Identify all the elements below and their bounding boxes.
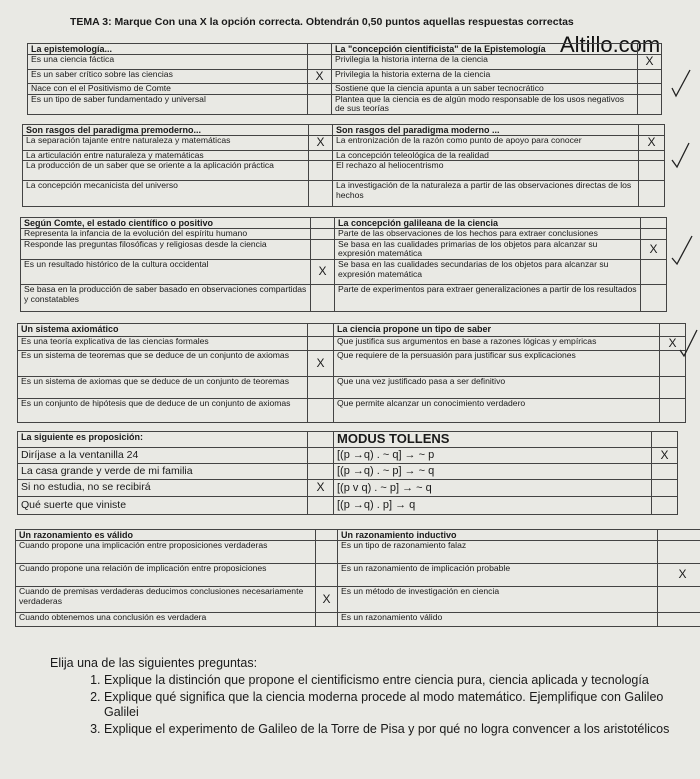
answer-box[interactable]	[308, 94, 332, 114]
option-row	[21, 239, 667, 259]
essay-intro: Elija una de las siguientes preguntas:	[50, 656, 258, 670]
option-row	[18, 337, 686, 351]
answer-box[interactable]	[638, 69, 662, 83]
answer-box[interactable]	[309, 150, 333, 161]
option-text: La producción de un saber que se oriente a la aplicación práctica	[23, 161, 309, 181]
option-text: [(p v q) . ~ p] → ~ q	[334, 480, 652, 497]
answer-box[interactable]	[316, 530, 338, 541]
question-title: Son rasgos del paradigma premoderno...	[23, 125, 309, 136]
question-title: Un sistema axiomático	[18, 324, 308, 337]
option-row	[21, 229, 667, 240]
answer-box[interactable]	[316, 613, 338, 627]
answer-box[interactable]	[309, 181, 333, 207]
answer-box[interactable]	[641, 259, 667, 284]
option-row	[18, 464, 678, 480]
essay-question: 2. Explique qué significa que la ciencia moderna procede al modo matemático. Ejemplifique con Galileo Galilei	[104, 690, 690, 719]
option-text: La investigación de la naturaleza a partir de las observaciones directas de los hechos	[333, 181, 639, 207]
check-mark-icon	[672, 70, 690, 96]
option-text: Es un resultado histórico de la cultura occidental	[21, 259, 311, 284]
option-row	[23, 161, 665, 181]
answer-box[interactable]	[316, 541, 338, 564]
answer-box[interactable]	[652, 464, 678, 480]
option-text: La entronización de la razón como punto de apoyo para conocer	[333, 136, 639, 150]
option-row	[16, 564, 700, 587]
question-title: Son rasgos del paradigma moderno ...	[333, 125, 639, 136]
option-text: Es un razonamiento válido	[338, 613, 658, 627]
option-text: La casa grande y verde de mi familia	[18, 464, 308, 480]
answer-box[interactable]	[658, 587, 700, 613]
option-text: Es un método de investigación en ciencia	[338, 587, 658, 613]
question-table	[27, 43, 662, 115]
option-text: Responde las preguntas filosóficas y religiosas desde la ciencia	[21, 239, 311, 259]
option-text: Que justifica sus argumentos en base a razones lógicas y empíricas	[334, 337, 660, 351]
answer-box[interactable]	[309, 161, 333, 181]
option-text: Nace con el el Positivismo de Comte	[28, 83, 308, 94]
option-text: Es una teoría explicativa de las ciencias formales	[18, 337, 308, 351]
answer-box[interactable]	[308, 377, 334, 399]
brand-watermark: Altillo.com	[560, 32, 661, 57]
option-row	[28, 55, 662, 69]
answer-box[interactable]	[311, 239, 335, 259]
answer-box[interactable]	[308, 399, 334, 423]
answer-box[interactable]: X	[308, 69, 332, 83]
answer-box[interactable]	[308, 83, 332, 94]
option-text: Privilegia la historia externa de la ciencia	[332, 69, 638, 83]
option-row	[18, 480, 678, 497]
answer-box[interactable]	[638, 83, 662, 94]
answer-box[interactable]	[639, 181, 665, 207]
answer-box[interactable]	[660, 399, 686, 423]
answer-box[interactable]	[311, 284, 335, 311]
option-text: Cuando propone una implicación entre proposiciones verdaderas	[16, 541, 316, 564]
question-table	[15, 529, 700, 627]
option-text: [(p →q) . ~ p] → ~ q	[334, 464, 652, 480]
option-text: Que permite alcanzar un conocimiento verdadero	[334, 399, 660, 423]
option-text: Si no estudia, no se recibirá	[18, 480, 308, 497]
answer-box[interactable]: X	[660, 337, 686, 351]
answer-box[interactable]	[639, 150, 665, 161]
option-row	[23, 181, 665, 207]
option-text: Es un tipo de razonamiento falaz	[338, 541, 658, 564]
answer-box[interactable]	[638, 94, 662, 114]
answer-box[interactable]: X	[311, 259, 335, 284]
answer-box[interactable]	[308, 44, 332, 55]
answer-box[interactable]: X	[658, 564, 700, 587]
answer-box[interactable]	[316, 564, 338, 587]
option-text: La separación tajante entre naturaleza y matemáticas	[23, 136, 309, 150]
option-text: Representa la infancia de la evolución del espíritu humano	[21, 229, 311, 240]
answer-box[interactable]: X	[638, 55, 662, 69]
option-text: Diríjase a la ventanilla 24	[18, 448, 308, 464]
option-text: Cuando propone una relación de implicación entre proposiciones	[16, 564, 316, 587]
question-title: La ciencia propone un tipo de saber	[334, 324, 660, 337]
answer-box[interactable]	[641, 229, 667, 240]
check-mark-icon	[672, 143, 689, 167]
option-row	[18, 497, 678, 515]
option-row	[16, 613, 700, 627]
option-text: Se basa en la producción de saber basado en observaciones compartidas y constatables	[21, 284, 311, 311]
answer-box[interactable]	[308, 497, 334, 515]
answer-box[interactable]: X	[308, 351, 334, 377]
question-title: Un razonamiento es válido	[16, 530, 316, 541]
option-text: [(p →q) . ~ q] → ~ p	[334, 448, 652, 464]
question-title: La concepción galileana de la ciencia	[335, 218, 641, 229]
option-text: Se basa en las cualidades secundarias de los objetos para alcanzar su expresión matemática	[335, 259, 641, 284]
option-text: Sostiene que la ciencia apunta a un saber tecnocrático	[332, 83, 638, 94]
option-text: Es un sistema de axiomas que se deduce de un conjunto de teoremas	[18, 377, 308, 399]
option-row	[18, 377, 686, 399]
option-text: Es un tipo de saber fundamentado y universal	[28, 94, 308, 114]
answer-box[interactable]: X	[641, 239, 667, 259]
option-text: Es un conjunto de hipótesis que de deduce de un conjunto de axiomas	[18, 399, 308, 423]
answer-box[interactable]	[308, 432, 334, 448]
option-row	[21, 259, 667, 284]
answer-box[interactable]	[311, 218, 335, 229]
essay-question: 3. Explique el experimento de Galileo de la Torre de Pisa y por qué no logra convencer a los aristotélicos	[104, 722, 690, 736]
question-table	[22, 124, 665, 207]
option-row	[18, 399, 686, 423]
answer-box[interactable]	[308, 464, 334, 480]
option-row	[16, 587, 700, 613]
option-text: Plantea que la ciencia es de algún modo responsable de los usos negativos de sus teorías	[332, 94, 638, 114]
question-title: La "concepción cientificista" de la Epistemología	[332, 44, 638, 55]
exam-instructions: TEMA 3: Marque Con una X la opción correcta. Obtendrán 0,50 puntos aquellas respuestas correctas	[70, 16, 574, 28]
answer-box[interactable]: X	[639, 136, 665, 150]
option-text: Cuando obtenemos una conclusión es verdadera	[16, 613, 316, 627]
question-table	[20, 217, 667, 312]
answer-box[interactable]	[658, 541, 700, 564]
answer-box[interactable]	[639, 125, 665, 136]
answer-box[interactable]	[309, 125, 333, 136]
option-text: Qué suerte que viniste	[18, 497, 308, 515]
option-row	[18, 448, 678, 464]
option-row	[28, 69, 662, 83]
option-text: Parte de experimentos para extraer generalizaciones a partir de los resultados	[335, 284, 641, 311]
option-text: La concepción mecanicista del universo	[23, 181, 309, 207]
answer-box[interactable]	[652, 497, 678, 515]
question-title: Un razonamiento inductivo	[338, 530, 658, 541]
option-text: [(p →q) . p] → q	[334, 497, 652, 515]
check-mark-icon	[672, 236, 692, 264]
option-row	[28, 83, 662, 94]
question-table	[17, 431, 678, 515]
answer-box[interactable]	[658, 613, 700, 627]
question-title: La epistemología...	[28, 44, 308, 55]
answer-box[interactable]	[652, 432, 678, 448]
question-title: La siguiente es proposición:	[18, 432, 308, 448]
answer-box[interactable]	[641, 284, 667, 311]
option-text: Parte de las observaciones de los hechos para extraer conclusiones	[335, 229, 641, 240]
option-row	[16, 541, 700, 564]
answer-box[interactable]	[660, 324, 686, 337]
answer-box[interactable]	[639, 161, 665, 181]
essay-question: 1. Explique la distinción que propone el cientificismo entre ciencia pura, ciencia aplicada y tecnología	[104, 673, 690, 687]
question-title: Según Comte, el estado científico o positivo	[21, 218, 311, 229]
answer-box[interactable]	[641, 218, 667, 229]
answer-box[interactable]	[311, 229, 335, 240]
question-title: MODUS TOLLENS	[334, 432, 652, 448]
answer-box[interactable]	[660, 351, 686, 377]
option-text: Privilegia la historia interna de la ciencia	[332, 55, 638, 69]
answer-box[interactable]	[658, 530, 700, 541]
answer-box[interactable]	[308, 55, 332, 69]
option-text: Que una vez justificado pasa a ser definitivo	[334, 377, 660, 399]
answer-box[interactable]	[308, 324, 334, 337]
option-text: Es un saber crítico sobre las ciencias	[28, 69, 308, 83]
option-row	[21, 284, 667, 311]
answer-box[interactable]	[308, 337, 334, 351]
option-text: La concepción teleológica de la realidad	[333, 150, 639, 161]
option-row	[18, 351, 686, 377]
option-row	[23, 136, 665, 150]
option-text: Que requiere de la persuasión para justificar sus explicaciones	[334, 351, 660, 377]
option-row	[28, 94, 662, 114]
option-text: Se basa en las cualidades primarias de los objetos para alcanzar su expresión matemática	[335, 239, 641, 259]
answer-box[interactable]: X	[309, 136, 333, 150]
option-row	[23, 150, 665, 161]
answer-box[interactable]	[660, 377, 686, 399]
option-text: Es un sistema de teoremas que se deduce de un conjunto de axiomas	[18, 351, 308, 377]
essay-questions	[50, 656, 690, 740]
answer-box[interactable]: X	[652, 448, 678, 464]
option-text: La articulación entre naturaleza y matemáticas	[23, 150, 309, 161]
option-text: Cuando de premisas verdaderas deducimos conclusiones necesariamente verdaderas	[16, 587, 316, 613]
answer-box[interactable]: X	[316, 587, 338, 613]
question-table	[17, 323, 686, 423]
answer-box[interactable]: X	[308, 480, 334, 497]
option-text: Es un razonamiento de implicación probable	[338, 564, 658, 587]
answer-box[interactable]	[652, 480, 678, 497]
option-text: El rechazo al heliocentrismo	[333, 161, 639, 181]
option-text: Es una ciencia fáctica	[28, 55, 308, 69]
answer-box[interactable]	[308, 448, 334, 464]
answer-box[interactable]	[638, 44, 662, 55]
